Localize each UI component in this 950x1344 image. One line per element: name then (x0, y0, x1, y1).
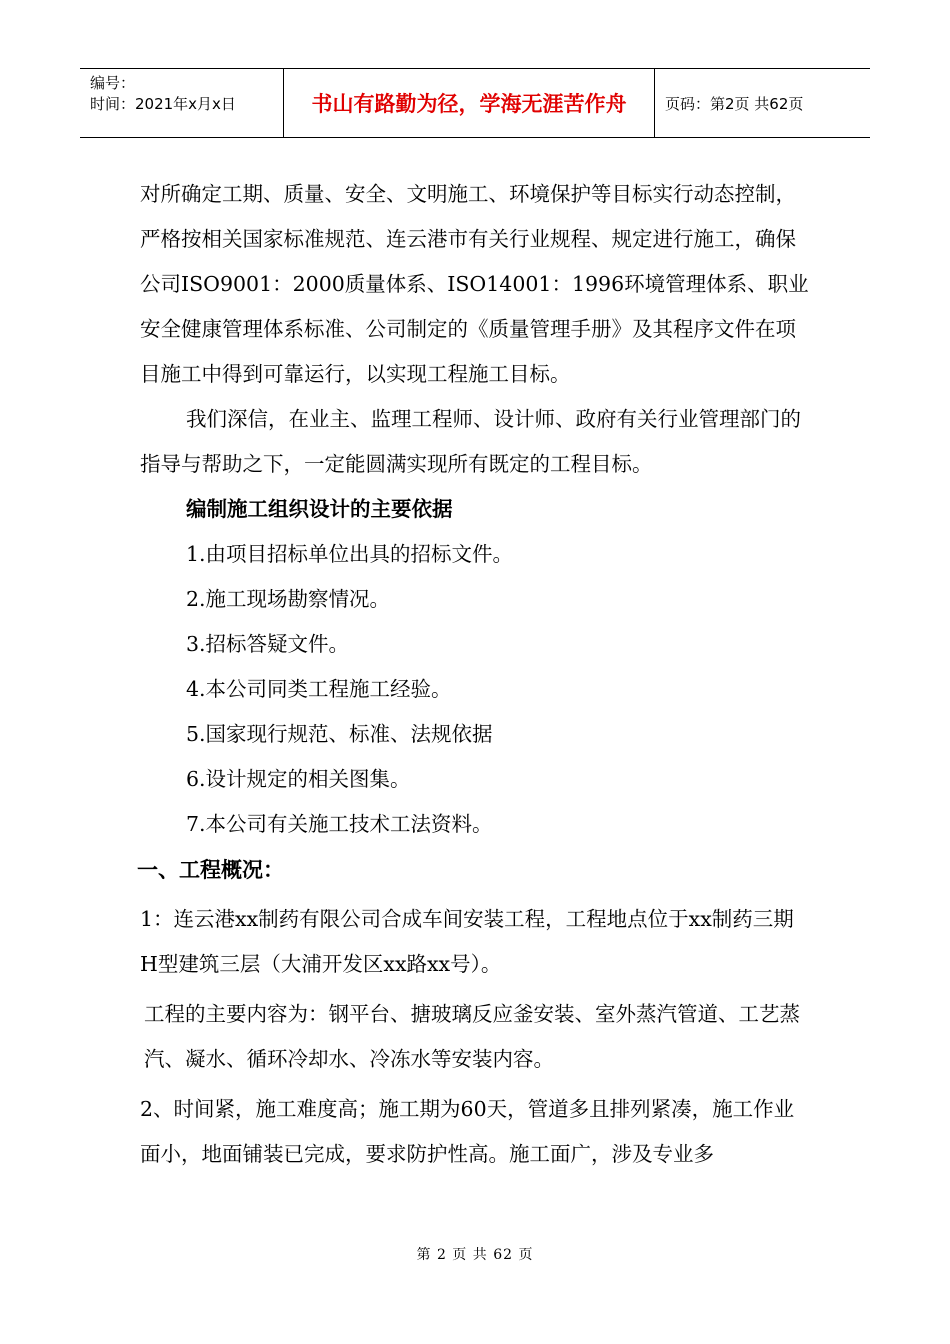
paragraph-overview-1: 1：连云港xx制药有限公司合成车间安装工程，工程地点位于xx制药三期H型建筑三层（大浦开发区xx路xx号）。 (140, 907, 794, 976)
paragraph-overview-content: 工程的主要内容为：钢平台、搪玻璃反应釜安装、室外蒸汽管道、工艺蒸汽、凝水、循环冷却水、冷冻水等安装内容。 (144, 1002, 800, 1071)
page-header (80, 68, 870, 138)
basis-item: 3.招标答疑文件。 (186, 632, 350, 656)
header-motto: 书山有路勤为径，学海无涯苦作舟 (283, 69, 655, 137)
basis-item: 4.本公司同类工程施工经验。 (186, 677, 452, 701)
document-date-label: 时间：2021年x月x日 (90, 95, 236, 113)
section-heading-overview: 一、工程概况： (137, 857, 284, 882)
page-footer: 第 2 页 共 62 页 (416, 1247, 534, 1263)
header-page-info: 页码：第2页 共62页 (665, 94, 804, 113)
paragraph-objectives: 对所确定工期、质量、安全、文明施工、环境保护等目标实行动态控制，严格按相关国家标准规范、连云港市有关行业规程、规定进行施工，确保公司ISO9001：2000质量体系、ISO14001：1996环境管理体系、职业安全健康管理体系标准、公司制定的《质量管理手册》及其程序文件在项目施工中得到可靠运行，以实现工程施工目标。 (140, 182, 809, 386)
document-number-label: 编号： (90, 74, 136, 92)
basis-item: 7.本公司有关施工技术工法资料。 (186, 812, 493, 836)
basis-item: 2.施工现场勘察情况。 (186, 587, 391, 611)
paragraph-overview-2: 2、时间紧，施工难度高；施工期为60天，管道多且排列紧凑，施工作业面小，地面铺装已完成，要求防护性高。施工面广，涉及专业多 (140, 1097, 795, 1166)
basis-heading: 编制施工组织设计的主要依据 (186, 497, 453, 521)
header-left-cell (80, 69, 283, 137)
basis-item: 1.由项目招标单位出具的招标文件。 (186, 542, 514, 566)
document-body (137, 172, 810, 1177)
basis-item: 5.国家现行规范、标准、法规依据 (186, 722, 493, 746)
paragraph-confidence: 我们深信，在业主、监理工程师、设计师、政府有关行业管理部门的指导与帮助之下，一定能圆满实现所有既定的工程目标。 (140, 407, 801, 476)
basis-item: 6.设计规定的相关图集。 (186, 767, 411, 791)
